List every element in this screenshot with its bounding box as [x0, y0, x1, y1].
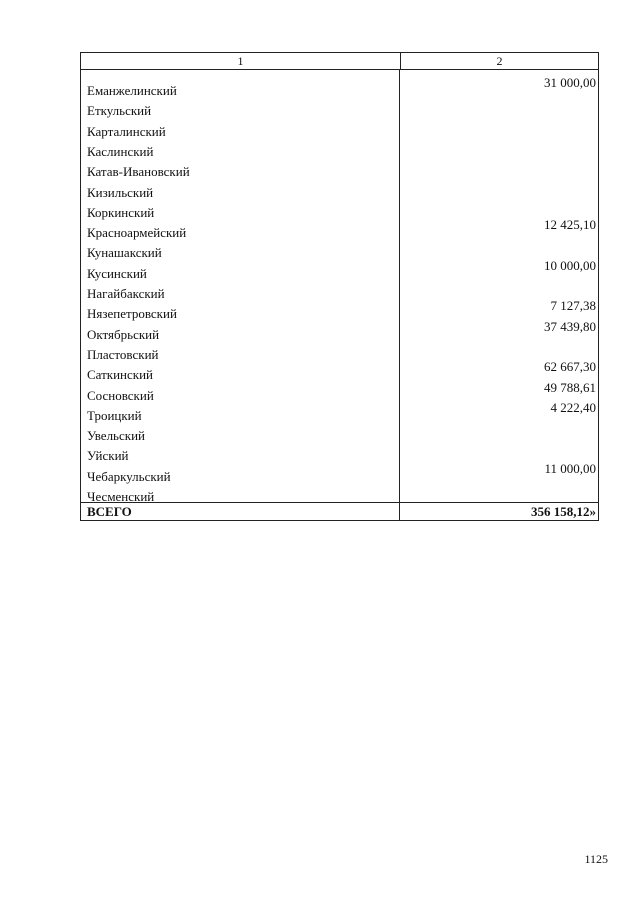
total-value: 356 158,12» — [531, 504, 596, 519]
page-number: 1125 — [584, 852, 608, 866]
district-name: Сосновский — [87, 387, 154, 403]
total-row — [81, 502, 598, 520]
table-body — [81, 70, 598, 502]
district-name-column — [81, 70, 400, 502]
district-amount: 62 667,30 — [544, 359, 596, 375]
district-name: Нагайбакский — [87, 286, 165, 301]
header-col-1: 1 — [81, 53, 401, 69]
district-name: Каслинский — [87, 143, 154, 159]
district-name: Красноармейский — [87, 225, 187, 241]
district-amount: 12 425,10 — [544, 217, 596, 233]
district-name: Октябрьский — [87, 326, 160, 342]
district-name: Карталинский — [87, 123, 166, 139]
district-name: Катав-Ивановский — [87, 164, 190, 180]
district-name: Кунашакский — [87, 245, 162, 261]
district-name: Пластовский — [87, 346, 159, 362]
district-name: Кусинский — [87, 265, 147, 281]
district-amount: 49 788,61 — [544, 379, 596, 395]
district-amount: 37 439,80 — [544, 318, 596, 334]
district-amount: 10 000,00 — [544, 257, 596, 273]
district-name: Чебаркульский — [87, 468, 171, 484]
district-name: Коркинский — [87, 204, 155, 220]
district-name: Нязепетровский — [87, 306, 177, 322]
district-amount: 7 127,38 — [550, 298, 596, 314]
total-label: ВСЕГО — [81, 503, 400, 520]
table-header-row — [81, 53, 598, 70]
district-name: Троицкий — [87, 407, 142, 423]
district-name: Кизильский — [87, 184, 154, 200]
appropriation-table — [80, 52, 599, 521]
district-name: Уйский — [87, 448, 129, 464]
district-amount: 4 222,40 — [550, 399, 596, 415]
district-name: Саткинский — [87, 367, 154, 383]
district-name: Еманжелинский — [87, 83, 177, 98]
amount-column — [400, 70, 598, 502]
district-name: Чесменский — [87, 489, 155, 504]
header-col-2: 2 — [496, 54, 503, 68]
district-amount: 11 000,00 — [544, 460, 596, 476]
district-name: Увельский — [87, 428, 145, 444]
district-name: Еткульский — [87, 103, 152, 119]
district-amount: 31 000,00 — [544, 75, 596, 90]
